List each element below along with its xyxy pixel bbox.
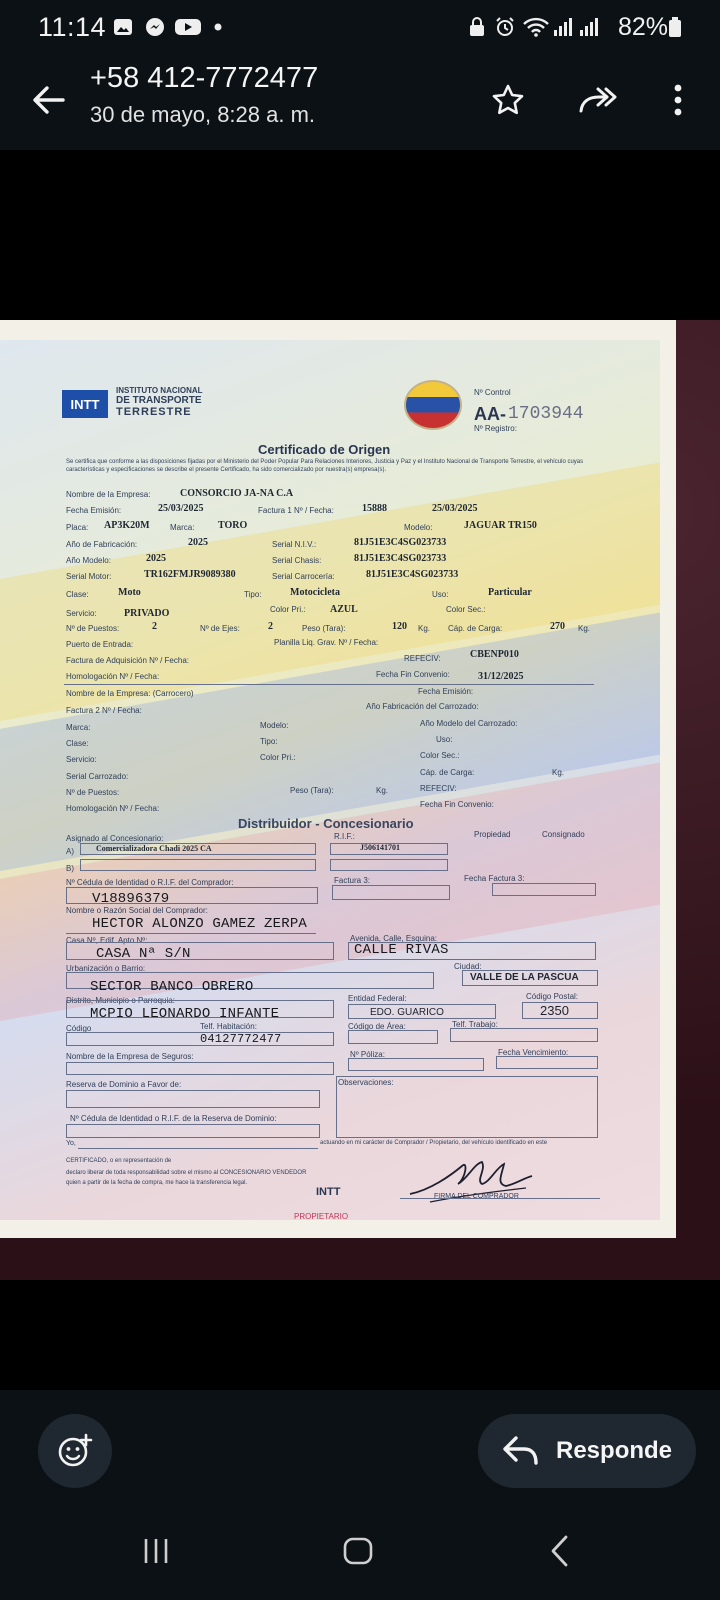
c-carga-unit: Kg. bbox=[552, 768, 565, 777]
buyer-signature bbox=[400, 1146, 540, 1216]
fecha-factura3-field bbox=[492, 883, 596, 896]
firma-label: FIRMA DEL COMPRADOR bbox=[434, 1193, 519, 1200]
cert-text-2: declaro liberar de toda responsabilidad sobre el mismo al CONCESIONARIO VENDEDOR bbox=[66, 1170, 307, 1176]
vencimiento-label: Fecha Vencimiento: bbox=[498, 1048, 569, 1057]
cert-text-1: CERTIFICADO, o en representación de bbox=[66, 1158, 172, 1164]
tipo-label: Tipo: bbox=[244, 590, 262, 599]
placa-value: AP3K20M bbox=[104, 520, 150, 531]
c-serial-label: Serial Carrozado: bbox=[66, 772, 129, 781]
signal-icon bbox=[578, 16, 600, 38]
carga-unit: Kg. bbox=[578, 624, 591, 633]
urbanizacion-value: SECTOR BANCO OBRERO bbox=[90, 979, 254, 995]
cedula-reserva-label: Nº Cédula de Identidad o R.I.F. de la Reserva de Dominio: bbox=[70, 1114, 277, 1123]
rif-value: J506141701 bbox=[360, 843, 400, 852]
c-modelo-label: Modelo: bbox=[260, 721, 289, 730]
serial-chasis-label: Serial Chasis: bbox=[272, 556, 322, 565]
org-name-line3: TERRESTRE bbox=[116, 406, 192, 418]
control-label: Nº Control bbox=[474, 388, 511, 397]
homologacion-label: Homologación Nº / Fecha: bbox=[66, 672, 160, 681]
observaciones-field bbox=[336, 1076, 598, 1138]
factura3-label: Factura 3: bbox=[334, 876, 371, 885]
clase-value: Moto bbox=[118, 587, 141, 598]
registro-label: Nº Registro: bbox=[474, 424, 517, 433]
message-date: 30 de mayo, 8:28 a. m. bbox=[90, 102, 316, 127]
add-reaction-button[interactable] bbox=[38, 1414, 112, 1488]
sender-phone: +58 412-7772477 bbox=[90, 62, 319, 94]
telf-hab-value: 04127772477 bbox=[200, 1032, 282, 1046]
peso-unit: Kg. bbox=[418, 624, 431, 633]
postal-value: 2350 bbox=[540, 1003, 569, 1018]
add-reaction-icon bbox=[57, 1433, 93, 1469]
color-pri-label: Color Pri.: bbox=[270, 605, 306, 614]
cert-text-3: quien a partir de la fecha de compra, me hace la transferencia legal. bbox=[66, 1180, 248, 1186]
fecha-factura3-label: Fecha Factura 3: bbox=[464, 874, 525, 883]
anio-modelo-label: Año Modelo: bbox=[66, 556, 111, 565]
back-icon bbox=[548, 1534, 572, 1568]
c-factura2-label: Factura 2 Nº / Fecha: bbox=[66, 706, 142, 715]
intt-logo: INTT bbox=[62, 390, 108, 418]
app-bar bbox=[0, 54, 720, 150]
control-number: 1703944 bbox=[508, 404, 584, 424]
color-sec-label: Color Sec.: bbox=[446, 605, 486, 614]
actuando-text: actuando en mi carácter de Comprador / Propietario, del vehículo identificado en este bbox=[320, 1140, 548, 1146]
reply-label: Responde bbox=[556, 1437, 673, 1464]
recents-icon bbox=[141, 1536, 171, 1566]
servicio-value: PRIVADO bbox=[124, 608, 170, 619]
factura-fecha-value: 25/03/2025 bbox=[432, 503, 478, 514]
wifi-icon bbox=[522, 16, 550, 38]
certificate bbox=[0, 340, 660, 1220]
nav-back-button[interactable] bbox=[532, 1528, 588, 1574]
serial-niv-label: Serial N.I.V.: bbox=[272, 540, 317, 549]
comprador-value: HECTOR ALONZO GAMEZ ZERPA bbox=[92, 916, 308, 932]
c-marca-label: Marca: bbox=[66, 723, 91, 732]
forward-button[interactable] bbox=[576, 78, 620, 122]
c-homologacion-label: Homologación Nº / Fecha: bbox=[66, 804, 160, 813]
recents-button[interactable] bbox=[128, 1528, 184, 1574]
seguros-field bbox=[66, 1062, 334, 1075]
status-bar bbox=[0, 0, 720, 54]
bottom-action-bar bbox=[0, 1390, 720, 1500]
youtube-icon bbox=[174, 16, 202, 38]
yo-label: Yo, bbox=[66, 1140, 76, 1147]
concesionario-value: Comercializadora Chadi 2025 CA bbox=[96, 844, 212, 853]
c-servicio-label: Servicio: bbox=[66, 755, 97, 764]
document-paper bbox=[0, 320, 676, 1238]
distribuidor-title: Distribuidor - Concesionario bbox=[238, 816, 414, 831]
more-options-button[interactable] bbox=[660, 78, 696, 122]
messenger-icon bbox=[144, 16, 166, 38]
system-navigation-bar bbox=[0, 1500, 720, 1600]
puerto-label: Puerto de Entrada: bbox=[66, 640, 134, 649]
serial-motor-value: TR162FMJR9089380 bbox=[144, 569, 236, 580]
c-carga-label: Cáp. de Carga: bbox=[420, 768, 475, 777]
anio-fab-label: Año de Fabricación: bbox=[66, 540, 138, 549]
puestos-label: Nº de Puestos: bbox=[66, 624, 120, 633]
arrow-left-icon bbox=[31, 85, 65, 115]
casa-label: Casa Nº, Edif. Apto Nº: bbox=[66, 936, 148, 945]
battery-percent: 82% bbox=[617, 13, 668, 41]
uso-value: Particular bbox=[488, 587, 532, 598]
puestos-value: 2 bbox=[152, 621, 157, 632]
footer-intt: INTT bbox=[316, 1186, 341, 1198]
alarm-icon bbox=[494, 16, 516, 38]
divider bbox=[66, 933, 316, 934]
carga-label: Cáp. de Carga: bbox=[448, 624, 503, 633]
home-button[interactable] bbox=[330, 1528, 386, 1574]
reserva-field bbox=[66, 1090, 320, 1108]
carrocero-label: Nombre de la Empresa: (Carrocero) bbox=[66, 689, 194, 698]
star-button[interactable] bbox=[486, 78, 530, 122]
ejes-label: Nº de Ejes: bbox=[200, 624, 240, 633]
propiedad-label: Propiedad bbox=[474, 830, 511, 839]
venezuela-seal bbox=[404, 380, 462, 430]
codigo-area-label: Código de Área: bbox=[348, 1022, 406, 1031]
codigo-label: Código bbox=[66, 1024, 92, 1033]
distrito-label: Distrito, Municipio o Parroquia: bbox=[66, 996, 175, 1005]
vencimiento-field bbox=[496, 1056, 598, 1069]
certificate-intro: Se certifica que conforme a las disposiciones fijadas por el Ministerio del Poder Popular Para Relaciones Interiores, Justicia y Paz y el Instituto Nacional de Transporte Terrestre, el vehículo cuyas características y especificaciones se describe el presente Certificado, ha sido comercializado por nuestra(s) empresa(s). bbox=[66, 459, 584, 473]
star-icon bbox=[491, 83, 525, 117]
urbanizacion-label: Urbanización o Barrio: bbox=[66, 964, 146, 973]
telf-hab-label: Telf. Habitación: bbox=[200, 1022, 257, 1031]
concesionario-b-field bbox=[80, 859, 316, 871]
back-button[interactable] bbox=[24, 76, 72, 124]
clase-label: Clase: bbox=[66, 590, 89, 599]
propietario-label: PROPIETARIO bbox=[294, 1212, 349, 1220]
c-peso-label: Peso (Tara): bbox=[290, 786, 334, 795]
reply-icon bbox=[502, 1434, 540, 1468]
razon-label: Nombre o Razón Social del Comprador: bbox=[66, 906, 208, 915]
telf-trabajo-field bbox=[450, 1028, 598, 1042]
distrito-field bbox=[66, 1000, 334, 1018]
more-vert-icon bbox=[673, 83, 683, 117]
home-icon bbox=[342, 1535, 374, 1567]
c-fecha-fin-label: Fecha Fin Convenio: bbox=[420, 800, 494, 809]
rif-b-field bbox=[330, 859, 448, 871]
row-a-label: A) bbox=[66, 847, 74, 856]
factura-label: Factura 1 Nº / Fecha: bbox=[258, 506, 334, 515]
c-color-sec-label: Color Sec.: bbox=[420, 751, 460, 760]
peso-value: 120 bbox=[392, 621, 407, 632]
observaciones-label: Observaciones: bbox=[338, 1078, 394, 1087]
rif-label: R.I.F.: bbox=[334, 832, 355, 841]
c-color-pri-label: Color Pri.: bbox=[260, 753, 296, 762]
c-puestos-label: Nº de Puestos: bbox=[66, 788, 120, 797]
ejes-value: 2 bbox=[268, 621, 273, 632]
divider bbox=[78, 1148, 318, 1149]
color-pri-value: AZUL bbox=[330, 604, 358, 615]
certificate-title: Certificado de Origen bbox=[258, 442, 391, 457]
org-name-line2: DE TRANSPORTE bbox=[116, 395, 202, 406]
lock-icon bbox=[466, 16, 488, 38]
fecha-emision-value: 25/03/2025 bbox=[158, 503, 204, 514]
distrito-value: MCPIO LEONARDO INFANTE bbox=[90, 1006, 280, 1022]
serial-carroceria-value: 81J51E3C4SG023733 bbox=[366, 569, 459, 580]
serial-niv-value: 81J51E3C4SG023733 bbox=[354, 537, 447, 548]
entidad-label: Entidad Federal: bbox=[348, 994, 407, 1003]
poliza-field bbox=[348, 1058, 484, 1071]
codigo-area-field bbox=[348, 1030, 438, 1044]
entidad-value: EDO. GUARICO bbox=[370, 1007, 444, 1018]
divider bbox=[64, 684, 594, 685]
dot-icon bbox=[212, 16, 224, 38]
c-peso-unit: Kg. bbox=[376, 786, 389, 795]
c-clase-label: Clase: bbox=[66, 739, 89, 748]
marca-label: Marca: bbox=[170, 523, 195, 532]
c-anio-modelo-label: Año Modelo del Carrozado: bbox=[420, 719, 518, 728]
factura3-field bbox=[332, 885, 450, 900]
poliza-label: Nº Póliza: bbox=[350, 1050, 385, 1059]
factura-num-value: 15888 bbox=[362, 503, 387, 514]
modelo-value: JAGUAR TR150 bbox=[464, 520, 537, 531]
forward-icon bbox=[578, 85, 618, 115]
image-attachment[interactable] bbox=[0, 320, 720, 1280]
seguros-label: Nombre de la Empresa de Seguros: bbox=[66, 1052, 194, 1061]
c-tipo-label: Tipo: bbox=[260, 737, 278, 746]
refeciv-label: REFECIV: bbox=[404, 654, 441, 663]
ciudad-label: Ciudad: bbox=[454, 962, 482, 971]
org-name-line1: INSTITUTO NACIONAL bbox=[116, 386, 203, 395]
battery-icon bbox=[668, 16, 682, 38]
serial-chasis-value: 81J51E3C4SG023733 bbox=[354, 553, 447, 564]
gallery-icon bbox=[112, 16, 134, 38]
anio-fab-value: 2025 bbox=[188, 537, 208, 548]
marca-value: TORO bbox=[218, 520, 248, 531]
refeciv-value: CBENP010 bbox=[470, 649, 519, 660]
fecha-emision-label: Fecha Emisión: bbox=[66, 506, 122, 515]
tipo-value: Motocicleta bbox=[290, 587, 340, 598]
cedula-label: Nº Cédula de Identidad o R.I.F. del Comprador: bbox=[66, 878, 234, 887]
row-b-label: B) bbox=[66, 864, 74, 873]
empresa-value: CONSORCIO JA-NA C.A bbox=[180, 488, 294, 499]
c-anio-fab-label: Año Fabricación del Carrozado: bbox=[366, 702, 479, 711]
asignado-label: Asignado al Concesionario: bbox=[66, 834, 164, 843]
reply-button[interactable] bbox=[478, 1414, 696, 1488]
serial-carroceria-label: Serial Carrocería: bbox=[272, 572, 335, 581]
carga-value: 270 bbox=[550, 621, 565, 632]
postal-label: Código Postal: bbox=[526, 992, 579, 1001]
ciudad-value: VALLE DE LA PASCUA bbox=[470, 972, 579, 983]
serial-motor-label: Serial Motor: bbox=[66, 572, 112, 581]
empresa-label: Nombre de la Empresa: bbox=[66, 490, 151, 499]
cedula-value: V18896379 bbox=[92, 891, 170, 907]
fecha-fin-label: Fecha Fin Convenio: bbox=[376, 670, 450, 679]
c-fecha-emision-label: Fecha Emisión: bbox=[418, 687, 474, 696]
uso-label: Uso: bbox=[432, 590, 449, 599]
fecha-fin-value: 31/12/2025 bbox=[478, 671, 524, 682]
factura-adq-label: Factura de Adquisición Nº / Fecha: bbox=[66, 656, 189, 665]
modelo-label: Modelo: bbox=[404, 523, 433, 532]
status-time: 11:14 bbox=[38, 12, 107, 42]
control-prefix: AA- bbox=[474, 404, 506, 424]
planilla-label: Planilla Liq. Grav. Nº / Fecha: bbox=[274, 638, 379, 647]
c-refeciv-label: REFECIV: bbox=[420, 784, 457, 793]
c-uso-label: Uso: bbox=[436, 735, 453, 744]
signal-icon bbox=[552, 16, 574, 38]
consignado-label: Consignado bbox=[542, 830, 585, 839]
servicio-label: Servicio: bbox=[66, 609, 97, 618]
anio-modelo-value: 2025 bbox=[146, 553, 166, 564]
avenida-value: CALLE RIVAS bbox=[354, 942, 449, 958]
cedula-reserva-field bbox=[66, 1124, 320, 1138]
telf-trabajo-label: Telf. Trabajo: bbox=[452, 1020, 498, 1029]
placa-label: Placa: bbox=[66, 523, 89, 532]
casa-value: CASA Nª S/N bbox=[96, 946, 191, 962]
peso-label: Peso (Tara): bbox=[302, 624, 346, 633]
reserva-label: Reserva de Dominio a Favor de: bbox=[66, 1080, 182, 1089]
avenida-label: Avenida, Calle, Esquina: bbox=[350, 934, 438, 943]
